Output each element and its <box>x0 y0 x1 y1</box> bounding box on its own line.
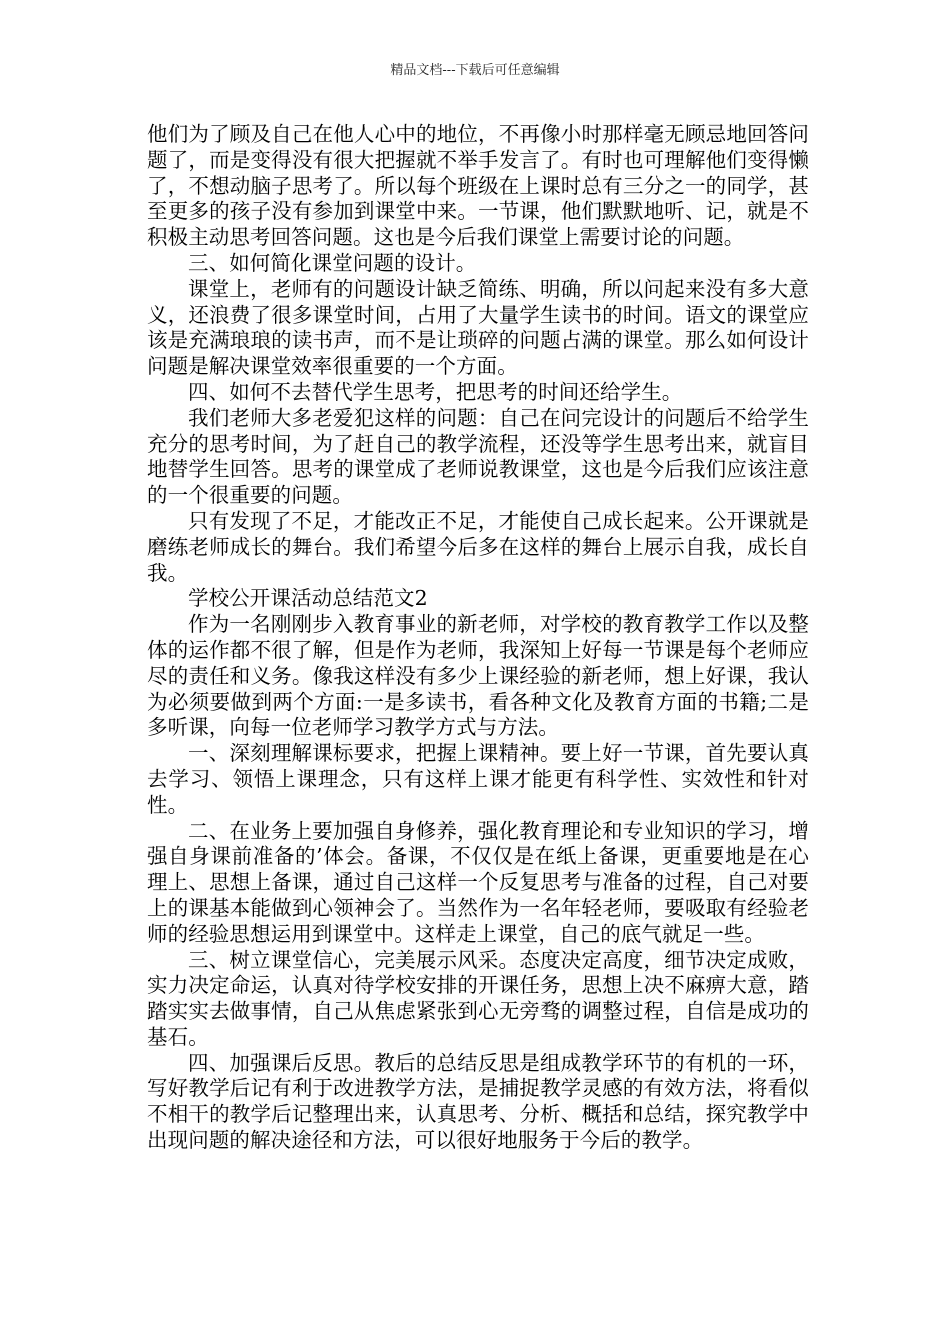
document-body <box>147 122 809 1154</box>
section-title-sample-2: 学校公开课活动总结范文2 <box>188 586 428 611</box>
paragraph-point-four: 四、加强课后反思。教后的总结反思是组成教学环节的有机的一环，写好教学后记有利于改进教学方法，是捕捉教学灵感的有效方法，将看似不相干的教学后记整理出来，认真思考、分析、概括和总结，探究教学中出现问题的解决途径和方法，可以很好地服务于今后的教学。 <box>147 1050 809 1153</box>
paragraph-new-teacher-intro: 作为一名刚刚步入教育事业的新老师，对学校的教育教学工作以及整体的运作都不很了解，但是作为老师，我深知上好每一节课是每个老师应尽的责任和义务。像我这样没有多少上课经验的新老师，想上好课，我认为必须要做到两个方面:一是多读书，看各种文化及教育方面的书籍;二是多听课，向每一位老师学习教学方式与方法。 <box>147 612 809 740</box>
paragraph-continued: 他们为了顾及自己在他人心中的地位，不再像小时那样毫无顾忌地回答问题了，而是变得没有很大把握就不举手发言了。有时也可理解他们变得懒了，不想动脑子思考了。所以每个班级在上课时总有三分之一的同学，甚至更多的孩子没有参加到课堂中来。一节课，他们默默地听、记，就是不积极主动思考回答问题。这也是今后我们课堂上需要讨论的问题。 <box>147 122 809 250</box>
paragraph-conclusion: 只有发现了不足，才能改正不足，才能使自己成长起来。公开课就是磨练老师成长的舞台。我们希望今后多在这样的舞台上展示自我，成长自我。 <box>147 508 809 585</box>
page-header: 精品文档---下载后可任意编辑 <box>390 63 560 78</box>
paragraph-point-one: 一、深刻理解课标要求，把握上课精神。要上好一节课，首先要认真去学习、领悟上课理念，只有这样上课才能更有科学性、实效性和针对性。 <box>147 741 809 817</box>
paragraph-point-three: 三、树立课堂信心，完美展示风采。态度决定高度，细节决定成败，实力决定命运，认真对待学校安排的开课任务，思想上决不麻痹大意，踏踏实实去做事情，自己从焦虑紧张到心无旁骛的调整过程，自信是成功的基石。 <box>147 947 809 1049</box>
paragraph-thinking-time: 我们老师大多老爱犯这样的问题：自己在问完设计的问题后不给学生充分的思考时间，为了赶自己的教学流程，还没等学生思考出来，就盲目地替学生回答。思考的课堂成了老师说教课堂，这也是今后我们应该注意的一个很重要的问题。 <box>147 405 809 508</box>
heading-return-thinking-time: 四、如何不去替代学生思考，把思考的时间还给学生。 <box>188 379 683 404</box>
paragraph-question-design: 课堂上，老师有的问题设计缺乏简练、明确，所以问起来没有多大意义，还浪费了很多课堂时间，占用了大量学生读书的时间。语文的课堂应该是充满琅琅的读书声，而不是让琐碎的问题占满的课堂。那么如何设计问题是解决课堂效率很重要的一个方面。 <box>147 276 809 379</box>
heading-simplify-question-design: 三、如何简化课堂问题的设计。 <box>188 250 477 275</box>
paragraph-point-two: 二、在业务上要加强自身修养，强化教育理论和专业知识的学习，增强自身课前准备的’体会。备课，不仅仅是在纸上备课，更重要地是在心理上、思想上备课，通过自己这样一个反复思考与准备的过程，自己对要上的课基本能做到心领神会了。当然作为一名年轻老师，要吸取有经验老师的经验思想运用到课堂中。这样走上课堂，自己的底气就足一些。 <box>147 818 809 946</box>
